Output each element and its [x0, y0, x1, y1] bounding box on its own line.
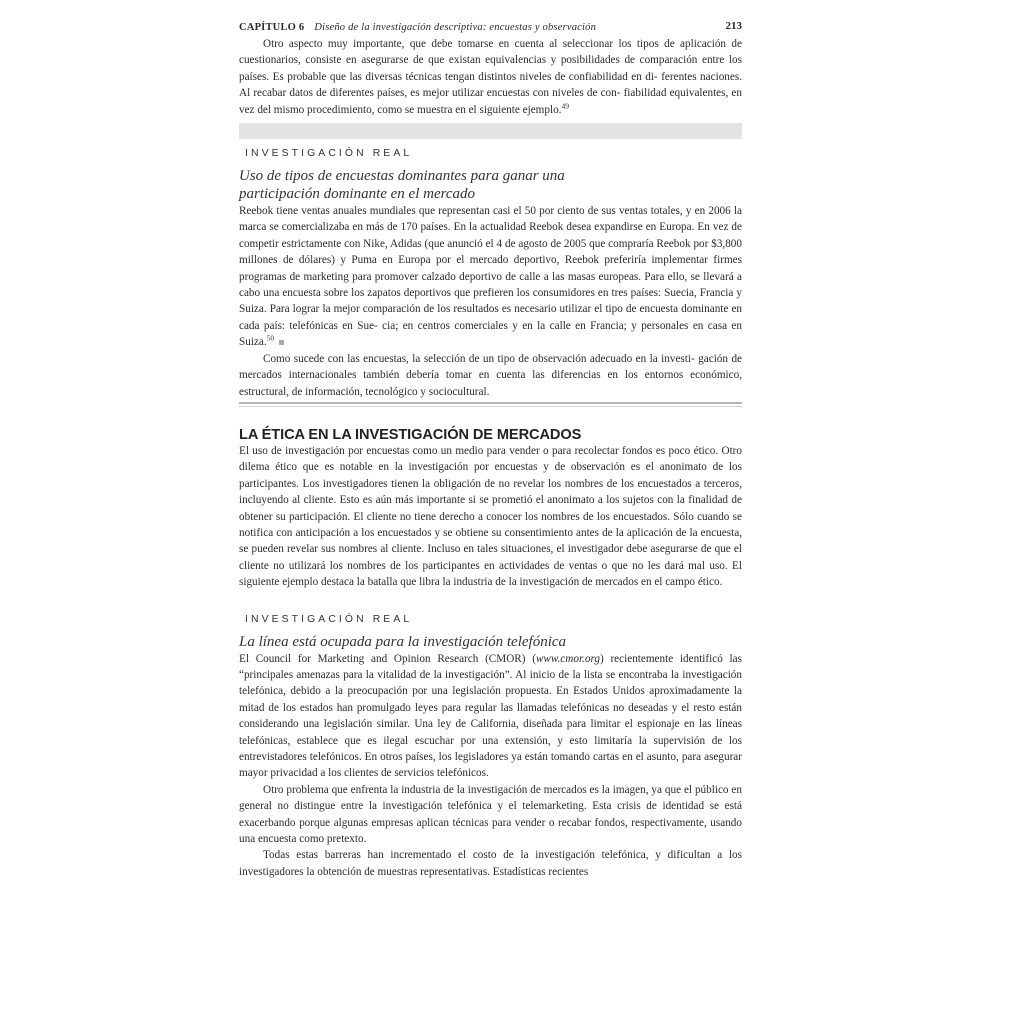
- chapter-label: [239, 22, 596, 33]
- real-research-box-reebok: [239, 148, 742, 351]
- section-divider: [239, 402, 742, 407]
- ethics-paragraph: El uso de investigación por encuestas como un medio para vender o para recolectar fondos es poco ético. Otro dilema ético que es notable en la investigación por encuestas y de observación es el anonimato de los participantes. Los investigadores tienen la obligación de no revelar los nombres de los encuestados a terceros, incluyendo al cliente. Esto es aún más importante si se prometió el anonimato a los sujetos con la finalidad de obtener su participación. El cliente no tiene derecho a conocer los nombres de los encuestados. Sólo cuando se notifica con anticipación a los encuestados y se obtiene su consentimiento antes de la aplicación de la encuesta, se pueden revelar sus nombres al cliente. Incluso en tales situaciones, el investigador debe asegurarse de que el cliente no utilizará los nombres de los participantes en actividades de ventas o que no les dará mal uso. El siguiente ejemplo destaca la batalla que libra la industria de la investigación de mercados en el campo ético.: [239, 444, 742, 589]
- running-head: [239, 14, 742, 36]
- box-separator-bar: [239, 123, 742, 139]
- box-title: Uso de tipos de encuestas dominantes para ganar una participación dominante en el mercado: [239, 168, 565, 203]
- box-label: INVESTIGACIÓN REAL: [245, 613, 413, 625]
- box-body: [239, 651, 742, 782]
- intro-paragraph: [239, 36, 742, 118]
- box-body-text: Reebok tiene ventas anuales mundiales que representan casi el 50 por ciento de sus ventas totales, y en 2006 la marca se comercializaba en más de 170 países. En la actualidad Reebok desea expandirse en Europa. En vez de competir estrictamente con Nike, Adidas (que anunció el 4 de agosto de 2005 que compraría Reebok por $3,800 millones de dólares) y Puma en Europa por el mercado deportivo, Reebok preferiría implementar firmes programas de marketing para promover calzado deportivo de calle a las masas europeas. Para ello, se llevará a cabo una encuesta sobre los zapatos deportivos que prefieren los consumidores en tres países: Suecia, Francia y Suiza. Para lograr la mejor comparación de los resultados es necesario utilizar el tipo de encuesta dominante en cada país: telefónicas en Sue- cia; en centros comerciales y en la calle en Francia; y personales en casa en Suiza.: [239, 205, 742, 349]
- chapter-number: CAPÍTULO 6: [239, 22, 305, 33]
- box-body-text-cont: ) recientemente identificó las “principales amenazas para la vitalidad de la investigación”. Al inicio de la lista se encontraba la investigación telefónica, debido a la preocupación por una legislación propuesta. En Estados Unidos aproximadamente la mitad de los estados han promulgado leyes para regular las llamadas telefónicas no deseadas y el resto están considerando una legislación similar. Una ley de California, diseñada para limitar el espionaje en las líneas telefónicas, establece que es ilegal escuchar por una extensión, y esto limitaría la supervisión de los entrevistadores telefónicos. En otros países, los legisladores ya están tomando cartas en el asunto, para asegurar mayor privacidad a los clientes de servicios telefónicos.: [239, 652, 742, 780]
- end-of-box-marker: [279, 340, 284, 345]
- chapter-title: Diseño de la investigación descriptiva: encuestas y observación: [314, 22, 597, 33]
- website-reference: www.cmor.org: [535, 652, 600, 665]
- box-title: La línea está ocupada para la investigación telefónica: [239, 633, 567, 650]
- footnote-ref: 49: [561, 100, 569, 110]
- box-paragraph: Otro problema que enfrenta la industria de la investigación de mercados es la imagen, ya que el público en general no distingue entre la investigación telefónica y el telemarketing. Esta crisis de identidad se está exacerbando porque algunas empresas aplican técnicas para vender o recabar fondos, respectivamente, usando una encuesta como pretexto.: [239, 783, 742, 846]
- box-body-text: El Council for Marketing and Opinion Research (CMOR) (: [239, 652, 536, 665]
- page-number: 213: [725, 20, 742, 32]
- observation-paragraph: Como sucede con las encuestas, la selección de un tipo de observación adecuado en la investi- gación de mercados internacionales también debería tomar en cuenta las diferencias en los entornos económico, estructural, de información, tecnológico y sociocultural.: [239, 352, 742, 398]
- real-research-box-telephone: [239, 614, 742, 881]
- book-page: [239, 14, 742, 880]
- section-heading: LA ÉTICA EN LA INVESTIGACIÓN DE MERCADOS: [239, 426, 582, 443]
- box-label: INVESTIGACIÓN REAL: [245, 148, 413, 160]
- box-paragraph: Todas estas barreras han incrementado el costo de la investigación telefónica, y dificultan a los investigadores la obtención de muestras representativas. Estadísticas recientes: [239, 849, 742, 878]
- intro-paragraph-text: Otro aspecto muy importante, que debe tomarse en cuenta al seleccionar los tipos de aplicación de cuestionarios, consiste en asegurarse de que existan equivalencias y posibilidades de comparación entre los países. Es probable que las diversas técnicas tengan distintos niveles de confiabilidad en di- ferentes naciones. Al recabar datos de diferentes países, es mejor utilizar encuestas con niveles de con- fiabilidad equivalentes, en vez del mismo procedimiento, como se muestra en el siguiente ejemplo.: [239, 38, 742, 116]
- box-body: [239, 203, 742, 351]
- footnote-ref: 50: [266, 333, 275, 343]
